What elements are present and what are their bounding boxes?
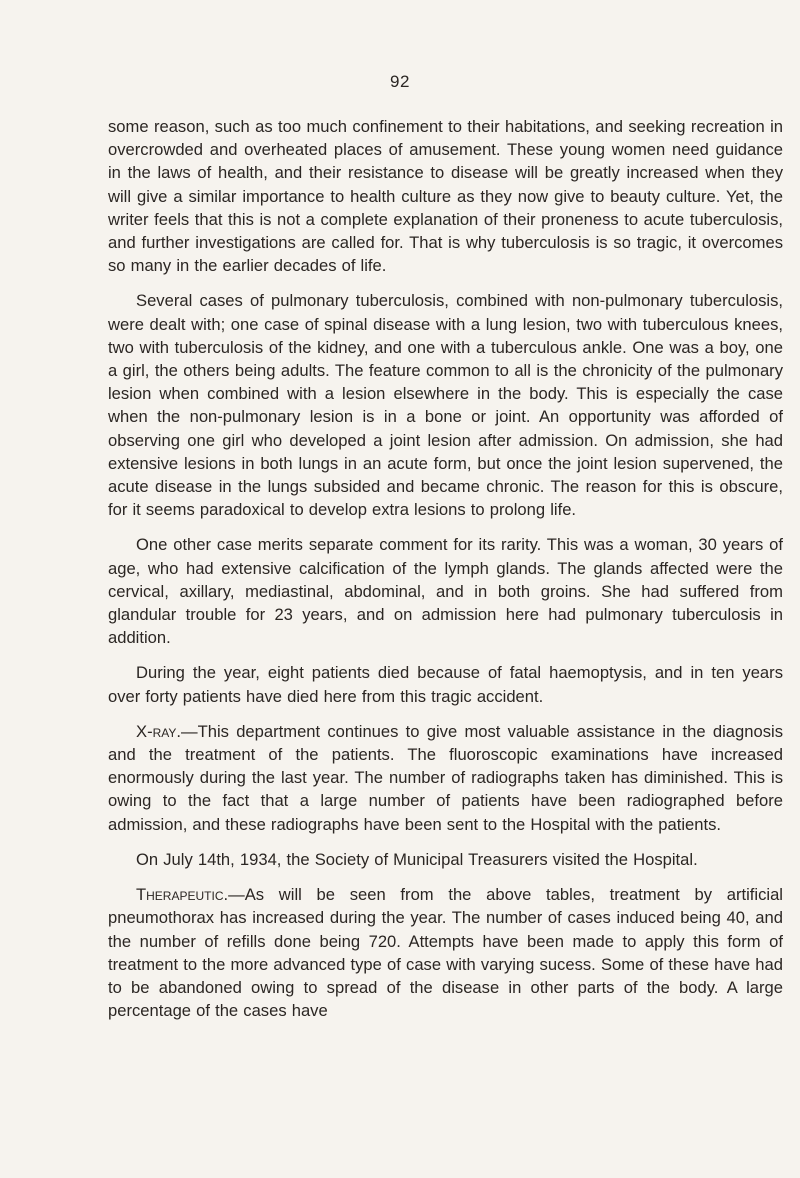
therapeutic-text: —As will be seen from the above tables, treatment by artificial pneumothorax has increased during the year. The number of cases induced being 40, and the number of refills done being 720. Attempts have been made to apply this form of treatment to the more advanced type of case with varying sucess. Some of these have had to be abandoned owing to spread of the disease in other parts of the body. A large percentage of the cases have — [108, 885, 783, 1021]
xray-text: —This department continues to give most valuable assistance in the diagnosis and the treatment of the patients. The fluoroscopic examinations have increased enormously during the last year. The number of radiographs taken has diminished. This is owing to the fact that a large number of patients have been radiographed before admission, and these radiographs have been sent to the Hospital with the patients. — [108, 721, 783, 834]
paragraph-xray — [108, 720, 783, 836]
paragraph-combined-cases: Several cases of pulmonary tuberculosis, combined with non-pulmonary tuberculosis, were dealt with; one case of spinal disease with a lung lesion, two with tuberculous knees, two with tuberculosis of the kidney, and one with a tuberculous ankle. One was a boy, one a girl, the others being adults. The feature common to all is the chronicity of the pulmonary lesion when combined with a lesion elsewhere in the body. This is especially the case when the non-pulmonary lesion is in a bone or joint. An opportunity was afforded of observing one girl who developed a joint lesion after admission. On admission, she had extensive lesions in both lungs in an acute form, but once the joint lesion supervened, the acute disease in the lungs subsided and became chronic. The reason for this is obscure, for it seems paradoxical to develop extra lesions to prolong life. — [108, 291, 783, 520]
xray-heading: X-ray. — [136, 721, 181, 741]
paragraph-therapeutic — [108, 883, 783, 1022]
paragraph-visit: On July 14th, 1934, the Society of Municipal Treasurers visited the Hospital. — [136, 849, 698, 869]
page-number: 92 — [390, 72, 410, 91]
paragraph-continuation: some reason, such as too much confinement to their habitations, and seeking recreation in overcrowded and overheated places of amusement. These young women need guidance in the laws of health, and their resistance to disease will be greatly increased when they will give a similar importance to health culture as they now give to beauty culture. Yet, the writer feels that this is not a complete explanation of their proneness to acute tuberculosis, and further investigations are called for. That is why tuberculosis is so tragic, it overcomes so many in the earlier decades of life. — [108, 117, 783, 276]
body-text — [108, 115, 783, 1034]
paragraph-haemoptysis: During the year, eight patients died because of fatal haemoptysis, and in ten years over forty patients have died here from this tragic accident. — [108, 663, 783, 706]
therapeutic-heading: Therapeutic. — [136, 885, 229, 905]
paragraph-calcification-case: One other case merits separate comment for its rarity. This was a woman, 30 years of age, who had extensive calcification of the lymph glands. The glands affected were the cervical, axillary, mediastinal, abdominal, and in both groins. She had suffered from glandular trouble for 23 years, and on admission here had pulmonary tuberculosis in addition. — [108, 535, 783, 648]
